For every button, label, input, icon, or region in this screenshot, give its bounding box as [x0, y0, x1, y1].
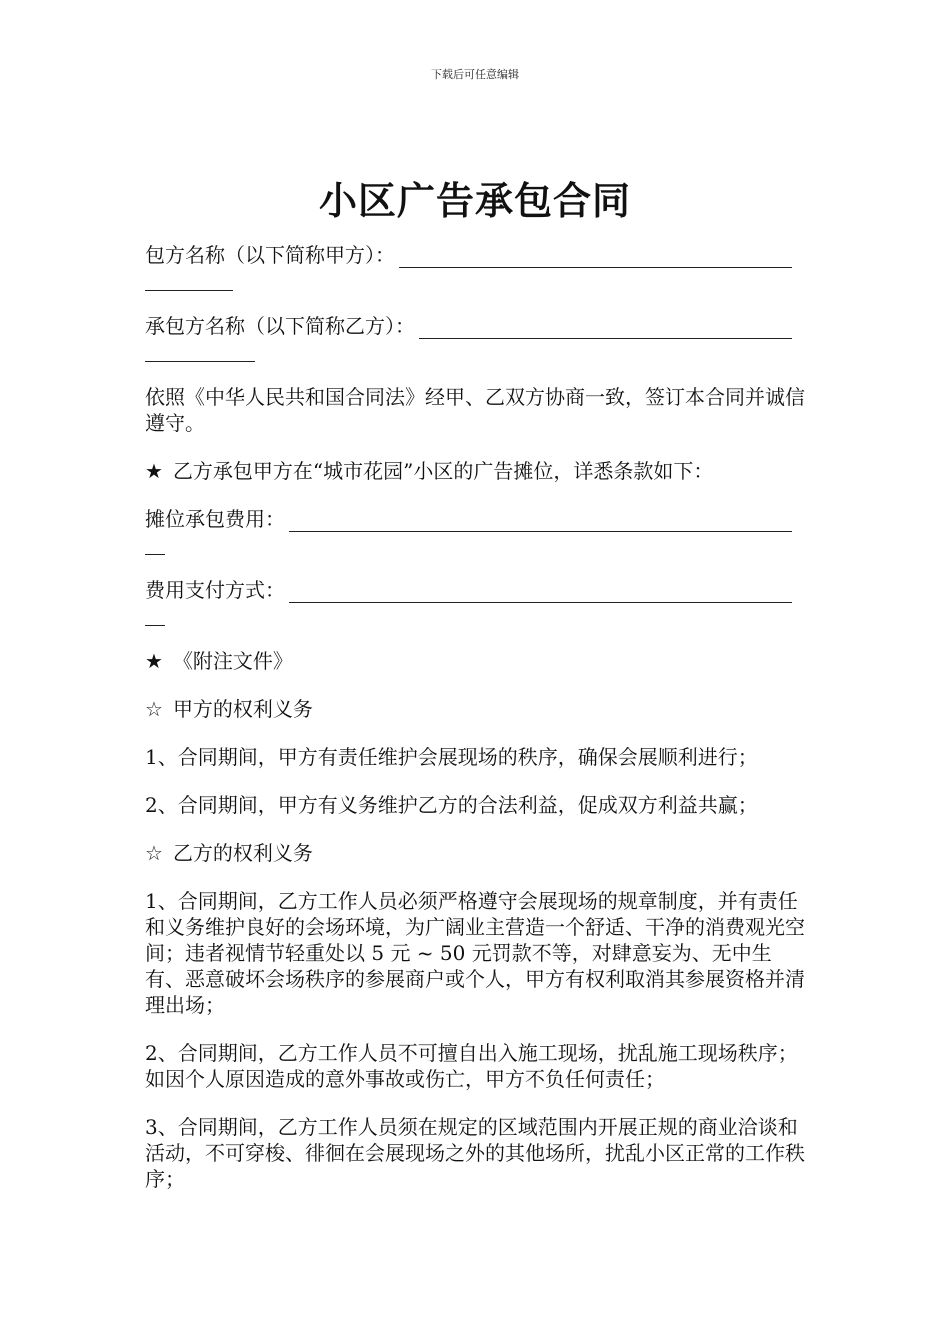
party-a-rights-heading: [145, 696, 810, 722]
fee-blank-continued: [145, 532, 165, 555]
header-note: 下载后可任意编辑: [431, 68, 519, 81]
party-b-label: 承包方名称（以下简称乙方）：: [145, 314, 415, 338]
attachments-text: 《附注文件》: [172, 649, 293, 673]
party-b-rights-item: 1、合同期间，乙方工作人员必须严格遵守会展现场的规章制度，并有责任和义务维护良好的会场环境，为广阔业主营造一个舒适、干净的消费观光空间；违者视情节轻重处以 5 元 ~ 50 元罚款不等，对肆意妄为、无中生有、恶意破坏会场秩序的参展商户或个人，甲方有权利取消其参展资格并清理出场；: [145, 889, 805, 1017]
payment-label: 费用支付方式：: [145, 578, 285, 602]
black-star-icon: ★: [145, 649, 163, 673]
section-scope: [145, 458, 810, 484]
intro-paragraph: 依照《中华人民共和国合同法》经甲、乙双方协商一致，签订本合同并诚信遵守。: [145, 385, 805, 435]
fee-blank[interactable]: [289, 511, 792, 532]
black-star-icon: ★: [145, 459, 163, 483]
document-title: 小区广告承包合同: [318, 178, 631, 223]
section-scope-text: 乙方承包甲方在“城市花园”小区的广告摊位，详悉条款如下：: [172, 459, 714, 483]
party-b-rights-item: 2、合同期间，乙方工作人员不可擅自出入施工现场，扰乱施工现场秩序；如因个人原因造成的意外事故或伤亡，甲方不负任何责任；: [145, 1041, 798, 1091]
party-b-rights-item: 3、合同期间，乙方工作人员须在规定的区域范围内开展正规的商业洽谈和活动，不可穿梭、徘徊在会展现场之外的其他场所，扰乱小区正常的工作秩序；: [145, 1115, 805, 1191]
party-b-rights-heading-text: 乙方的权利义务: [172, 841, 313, 865]
white-star-icon: ☆: [145, 841, 163, 865]
party-b-blank[interactable]: [419, 318, 792, 339]
attachments-heading: [145, 648, 810, 674]
party-a-field: [145, 242, 810, 291]
payment-field: [145, 577, 810, 626]
fee-label: 摊位承包费用：: [145, 507, 285, 531]
document-body: [145, 242, 810, 1214]
party-b-field: [145, 313, 810, 362]
payment-blank-continued: [145, 603, 165, 626]
party-a-rights-item: 1、合同期间，甲方有责任维护会展现场的秩序，确保会展顺利进行；: [145, 745, 758, 769]
party-b-blank-continued: [145, 339, 255, 362]
party-a-label: 包方名称（以下简称甲方）：: [145, 243, 395, 267]
fee-field: [145, 506, 810, 555]
party-a-rights-item: 2、合同期间，甲方有义务维护乙方的合法利益，促成双方利益共赢；: [145, 793, 758, 817]
party-a-blank[interactable]: [399, 247, 792, 268]
party-a-blank-continued: [145, 268, 233, 291]
payment-blank[interactable]: [289, 582, 792, 603]
white-star-icon: ☆: [145, 697, 163, 721]
party-b-rights-heading: [145, 840, 810, 866]
party-a-rights-heading-text: 甲方的权利义务: [172, 697, 313, 721]
